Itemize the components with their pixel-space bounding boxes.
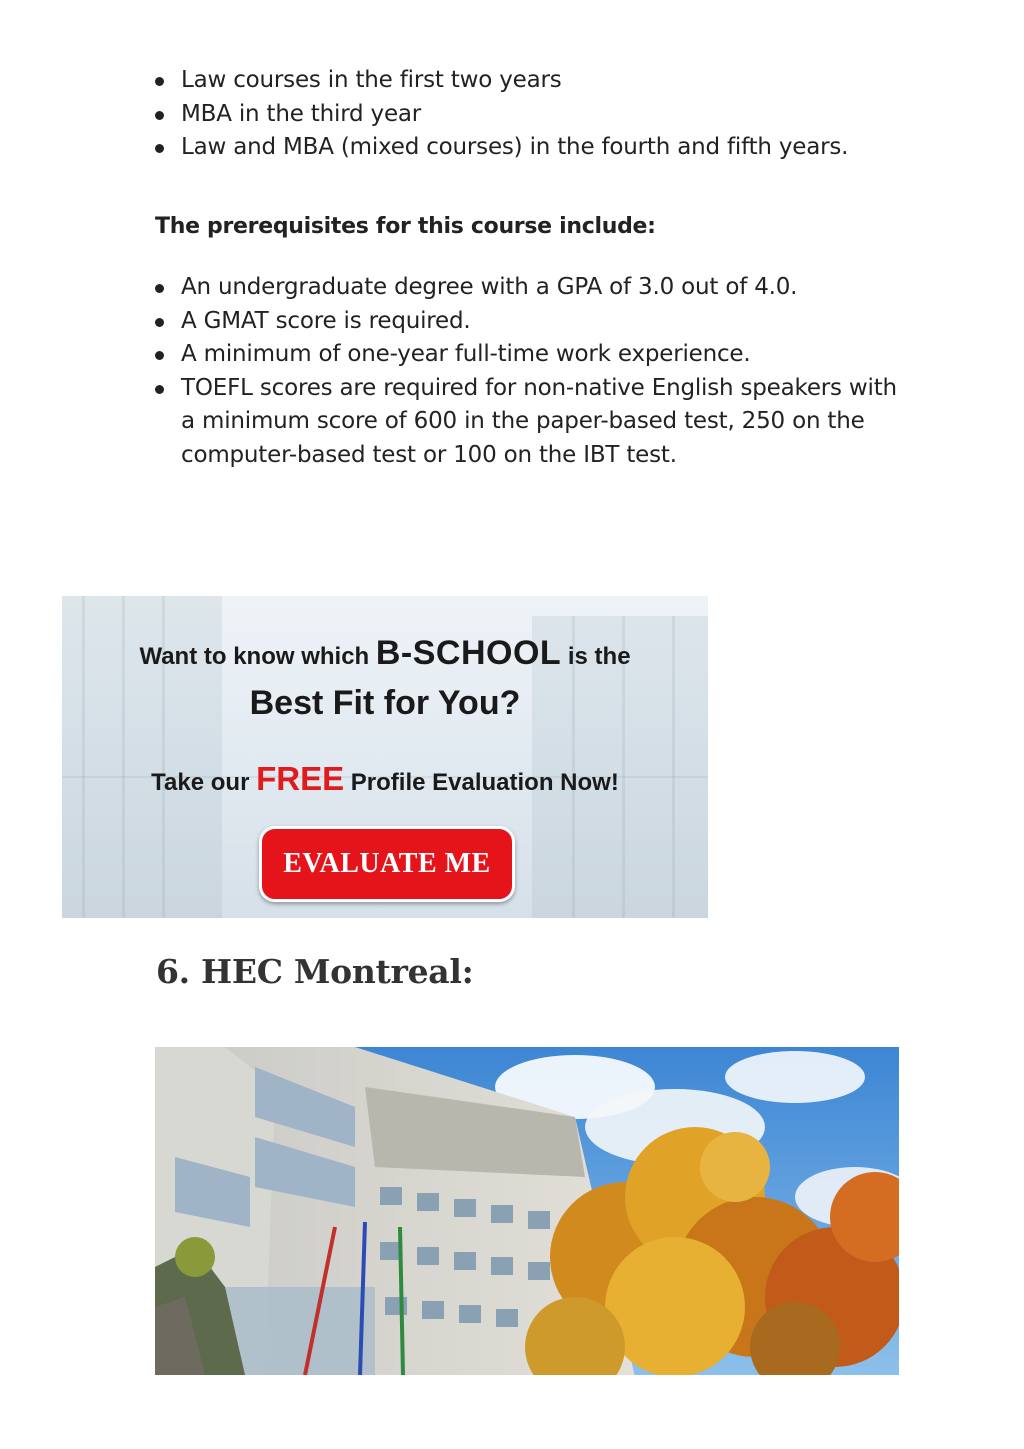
list-item: A GMAT score is required. [155,305,915,339]
evaluate-me-button[interactable]: EVALUATE ME [259,826,515,902]
hec-montreal-photo [155,1047,899,1375]
banner-text: is the [561,643,631,670]
list-item: A minimum of one-year full-time work experience. [155,338,915,372]
profile-evaluation-banner[interactable] [62,596,708,918]
banner-line-2: Best Fit for You? [249,684,521,722]
list-item: TOEFL scores are required for non-native English speakers with a minimum score of 600 in the paper-based test, 250 on the computer-based test or 100 on the IBT test. [155,372,915,473]
banner-emphasis: B-SCHOOL [375,634,562,672]
prerequisites-heading: The prerequisites for this course include: [155,214,656,239]
banner-text: Profile Evaluation Now! [344,769,619,796]
program-structure-list [155,64,915,165]
list-item: MBA in the third year [155,98,915,132]
list-item: An undergraduate degree with a GPA of 3.0 out of 4.0. [155,271,915,305]
banner-line-3 [62,760,708,798]
banner-line-1 [62,634,708,673]
prerequisites-list [155,271,915,473]
banner-text: Want to know which [139,643,376,670]
section-heading: 6. HEC Montreal: [156,952,474,991]
banner-text: Take our [151,769,257,796]
banner-free-label: FREE [256,760,345,797]
list-item: Law and MBA (mixed courses) in the fourth and fifth years. [155,131,915,165]
list-item: Law courses in the first two years [155,64,915,98]
